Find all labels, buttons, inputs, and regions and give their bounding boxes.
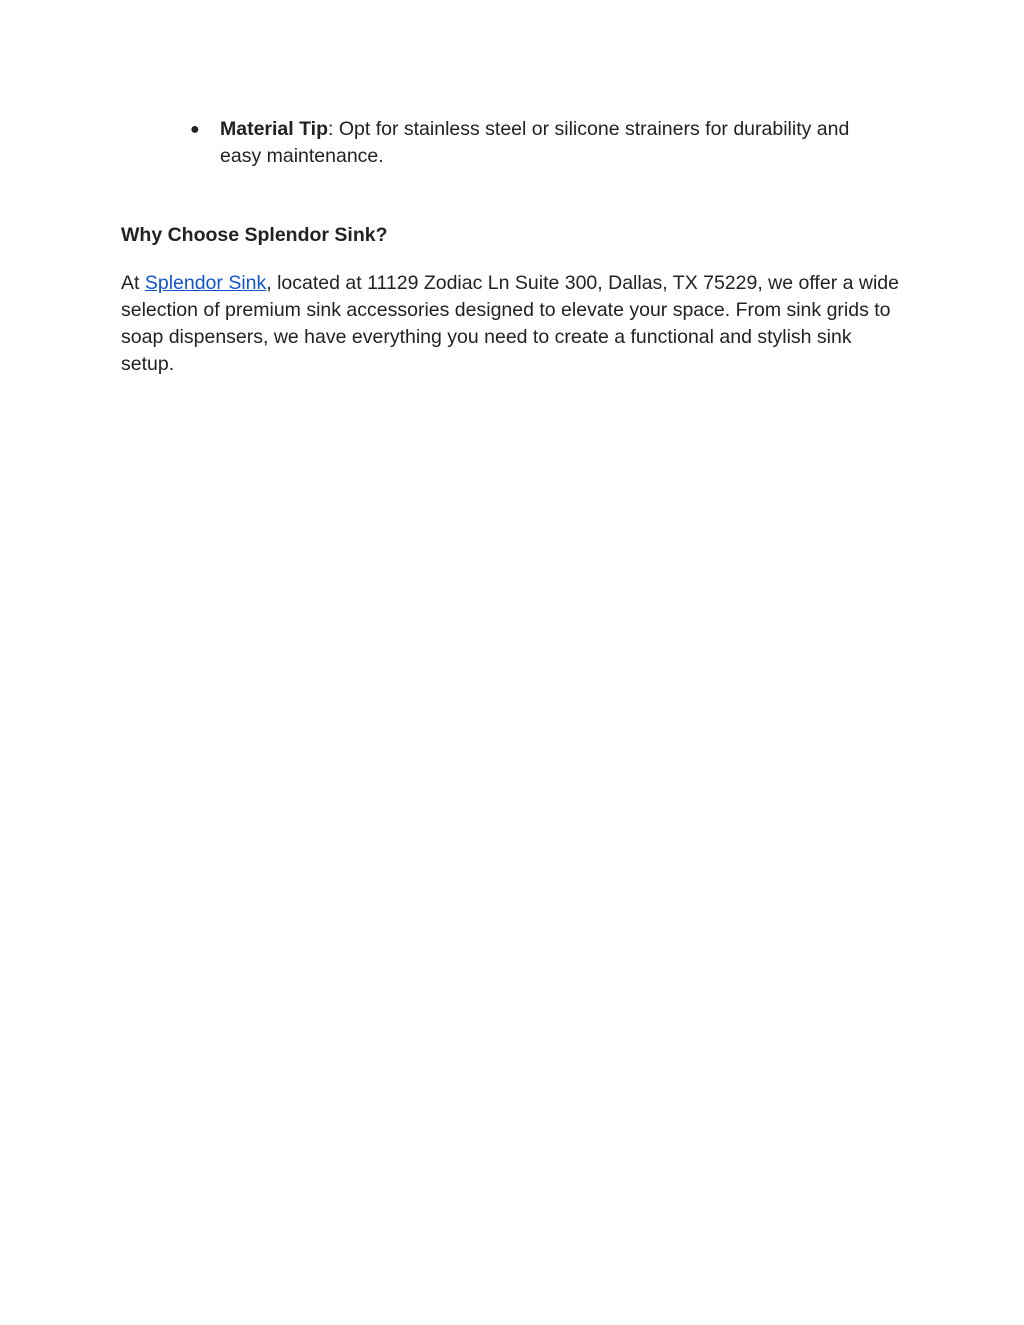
tips-list — [186, 116, 886, 170]
tip-label: Material Tip — [220, 118, 329, 140]
section-heading: Why Choose Splendor Sink? — [121, 224, 388, 246]
list-item — [186, 116, 886, 170]
section-paragraph — [121, 270, 906, 378]
paragraph-suffix: , located at 11129 Zodiac Ln Suite 300, Dallas, TX 75229, we offer a wide selection of premium sink accessories designed to elevate your space. From sink grids to soap dispensers, we have everything you need to create a functional and stylish sink setup. — [121, 272, 899, 375]
tip-text: : Opt for stainless steel or silicone strainers for durability and easy maintenance. — [220, 118, 850, 167]
splendor-sink-link[interactable]: Splendor Sink — [144, 272, 267, 294]
paragraph-prefix: At — [121, 272, 145, 294]
bullet-icon: ● — [190, 121, 200, 138]
